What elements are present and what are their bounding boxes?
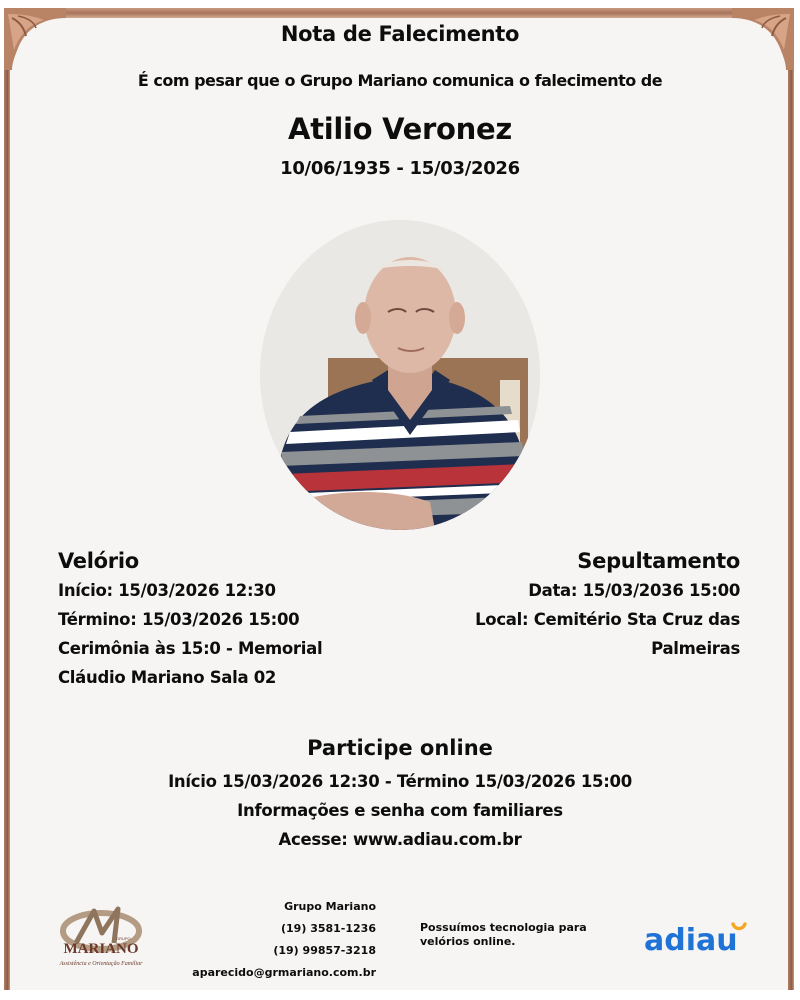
frame-top-border — [4, 8, 794, 18]
velorio-heading: Velório — [58, 549, 139, 573]
contact-phone-1[interactable]: (19) 3581-1236 — [281, 922, 376, 935]
deceased-photo — [260, 220, 540, 530]
tech-note-line-2: velórios online. — [420, 935, 516, 948]
contact-phone-2[interactable]: (19) 99857-3218 — [273, 944, 376, 957]
velorio-location: Cláudio Mariano Sala 02 — [58, 668, 277, 687]
online-section — [0, 733, 800, 854]
grupo-mariano-logo-icon — [46, 903, 156, 969]
sepultamento-location-cont: Palmeiras — [651, 639, 740, 658]
sepultamento-section — [420, 548, 740, 663]
adiau-logo-icon — [640, 918, 760, 958]
velorio-section — [58, 548, 378, 692]
deceased-name: Atilio Veronez — [288, 112, 512, 146]
svg-text:adiau: adiau — [644, 923, 738, 958]
tech-note — [420, 921, 610, 949]
svg-text:MARIANO: MARIANO — [63, 941, 139, 957]
tech-note-line-1: Possuímos tecnologia para — [420, 921, 587, 934]
online-heading: Participe online — [307, 736, 493, 760]
contact-block — [170, 896, 376, 984]
svg-text:Assistência e Orientação Famil: Assistência e Orientação Familiar — [59, 961, 143, 967]
velorio-start: Início: 15/03/2026 12:30 — [58, 581, 276, 600]
notice-title: Nota de Falecimento — [280, 22, 520, 46]
sepultamento-date: Data: 15/03/2036 15:00 — [528, 581, 740, 600]
contact-company: Grupo Mariano — [284, 900, 376, 913]
online-info: Informações e senha com familiares — [237, 801, 563, 820]
velorio-end: Término: 15/03/2026 15:00 — [58, 610, 300, 629]
online-access-link[interactable]: Acesse: www.adiau.com.br — [278, 830, 522, 849]
sepultamento-location: Local: Cemitério Sta Cruz das — [475, 610, 740, 629]
sepultamento-heading: Sepultamento — [577, 549, 740, 573]
notice-subtitle: É com pesar que o Grupo Mariano comunica o falecimento de — [137, 71, 663, 90]
contact-email[interactable]: aparecido@grmariano.com.br — [192, 966, 376, 979]
life-dates: 10/06/1935 - 15/03/2026 — [280, 158, 520, 179]
velorio-ceremony: Cerimônia às 15:0 - Memorial — [58, 639, 323, 658]
online-schedule: Início 15/03/2026 12:30 - Término 15/03/2026 15:00 — [168, 772, 632, 791]
svg-text:GRUPO: GRUPO — [116, 936, 131, 941]
